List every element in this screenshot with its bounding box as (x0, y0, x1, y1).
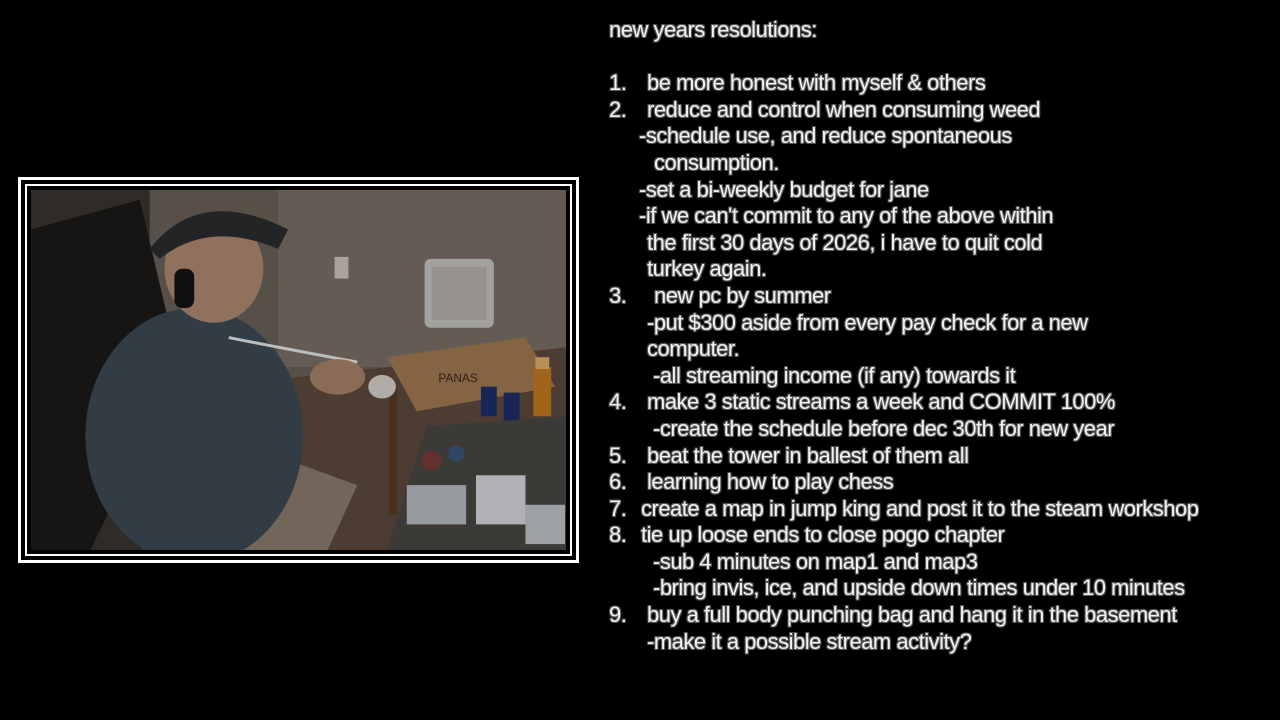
sub-item: -if we can't commit to any of the above within (639, 203, 1054, 229)
item-text: buy a full body punching bag and hang it in the basement (647, 602, 1177, 628)
item-text: reduce and control when consuming weed (647, 96, 1041, 122)
item-text: new pc by summer (654, 282, 831, 308)
item-number: 9. (609, 602, 627, 628)
sub-item: -schedule use, and reduce spontaneous (639, 123, 1012, 149)
sub-item: -all streaming income (if any) towards it (653, 362, 1016, 388)
list-item (609, 70, 1269, 97)
item-number: 6. (609, 469, 627, 495)
sub-item: -sub 4 minutes on map1 and map3 (653, 548, 978, 574)
sub-item: -create the schedule before dec 30th for new year (653, 415, 1115, 441)
sub-item: -put $300 aside from every pay check for a new (647, 309, 1088, 335)
item-number: 7. (609, 495, 627, 521)
sub-item: -set a bi-weekly budget for jane (639, 176, 929, 202)
list-item (609, 283, 1269, 310)
item-number: 5. (609, 442, 627, 468)
item-number: 1. (609, 70, 627, 96)
item-text: make 3 static streams a week and COMMIT 100% (647, 389, 1115, 415)
list-item (609, 389, 1269, 416)
item-number: 8. (609, 522, 627, 548)
item-number: 2. (609, 96, 627, 122)
item-text: tie up loose ends to close pogo chapter (641, 522, 1005, 548)
sub-item-continued: the first 30 days of 2026, i have to quit cold (647, 229, 1043, 255)
sub-item-continued: consumption. (654, 149, 779, 175)
webcam-frame (18, 177, 579, 563)
list-item (609, 522, 1269, 549)
item-text: beat the tower in ballest of them all (647, 442, 969, 468)
resolutions-heading: new years resolutions: (609, 17, 817, 42)
list-item (609, 602, 1269, 629)
resolutions-overlay (609, 17, 1269, 655)
sub-item: -make it a possible stream activity? (647, 628, 972, 654)
sub-item: -bring invis, ice, and upside down times under 10 minutes (653, 575, 1185, 601)
sub-item-continued: turkey again. (647, 256, 767, 282)
list-item (609, 443, 1269, 470)
webcam-scene (31, 190, 566, 550)
item-text: be more honest with myself & others (647, 70, 986, 96)
box-label: PANAS (438, 370, 478, 385)
list-item (609, 496, 1269, 523)
item-text: learning how to play chess (647, 469, 894, 495)
list-item (609, 97, 1269, 124)
spacer (609, 44, 1269, 71)
list-item (609, 469, 1269, 496)
item-number: 4. (609, 389, 627, 415)
webcam-feed (31, 190, 566, 550)
sub-item-continued: computer. (647, 336, 740, 362)
item-text: create a map in jump king and post it to the steam workshop (641, 495, 1199, 521)
item-number: 3. (609, 282, 627, 308)
